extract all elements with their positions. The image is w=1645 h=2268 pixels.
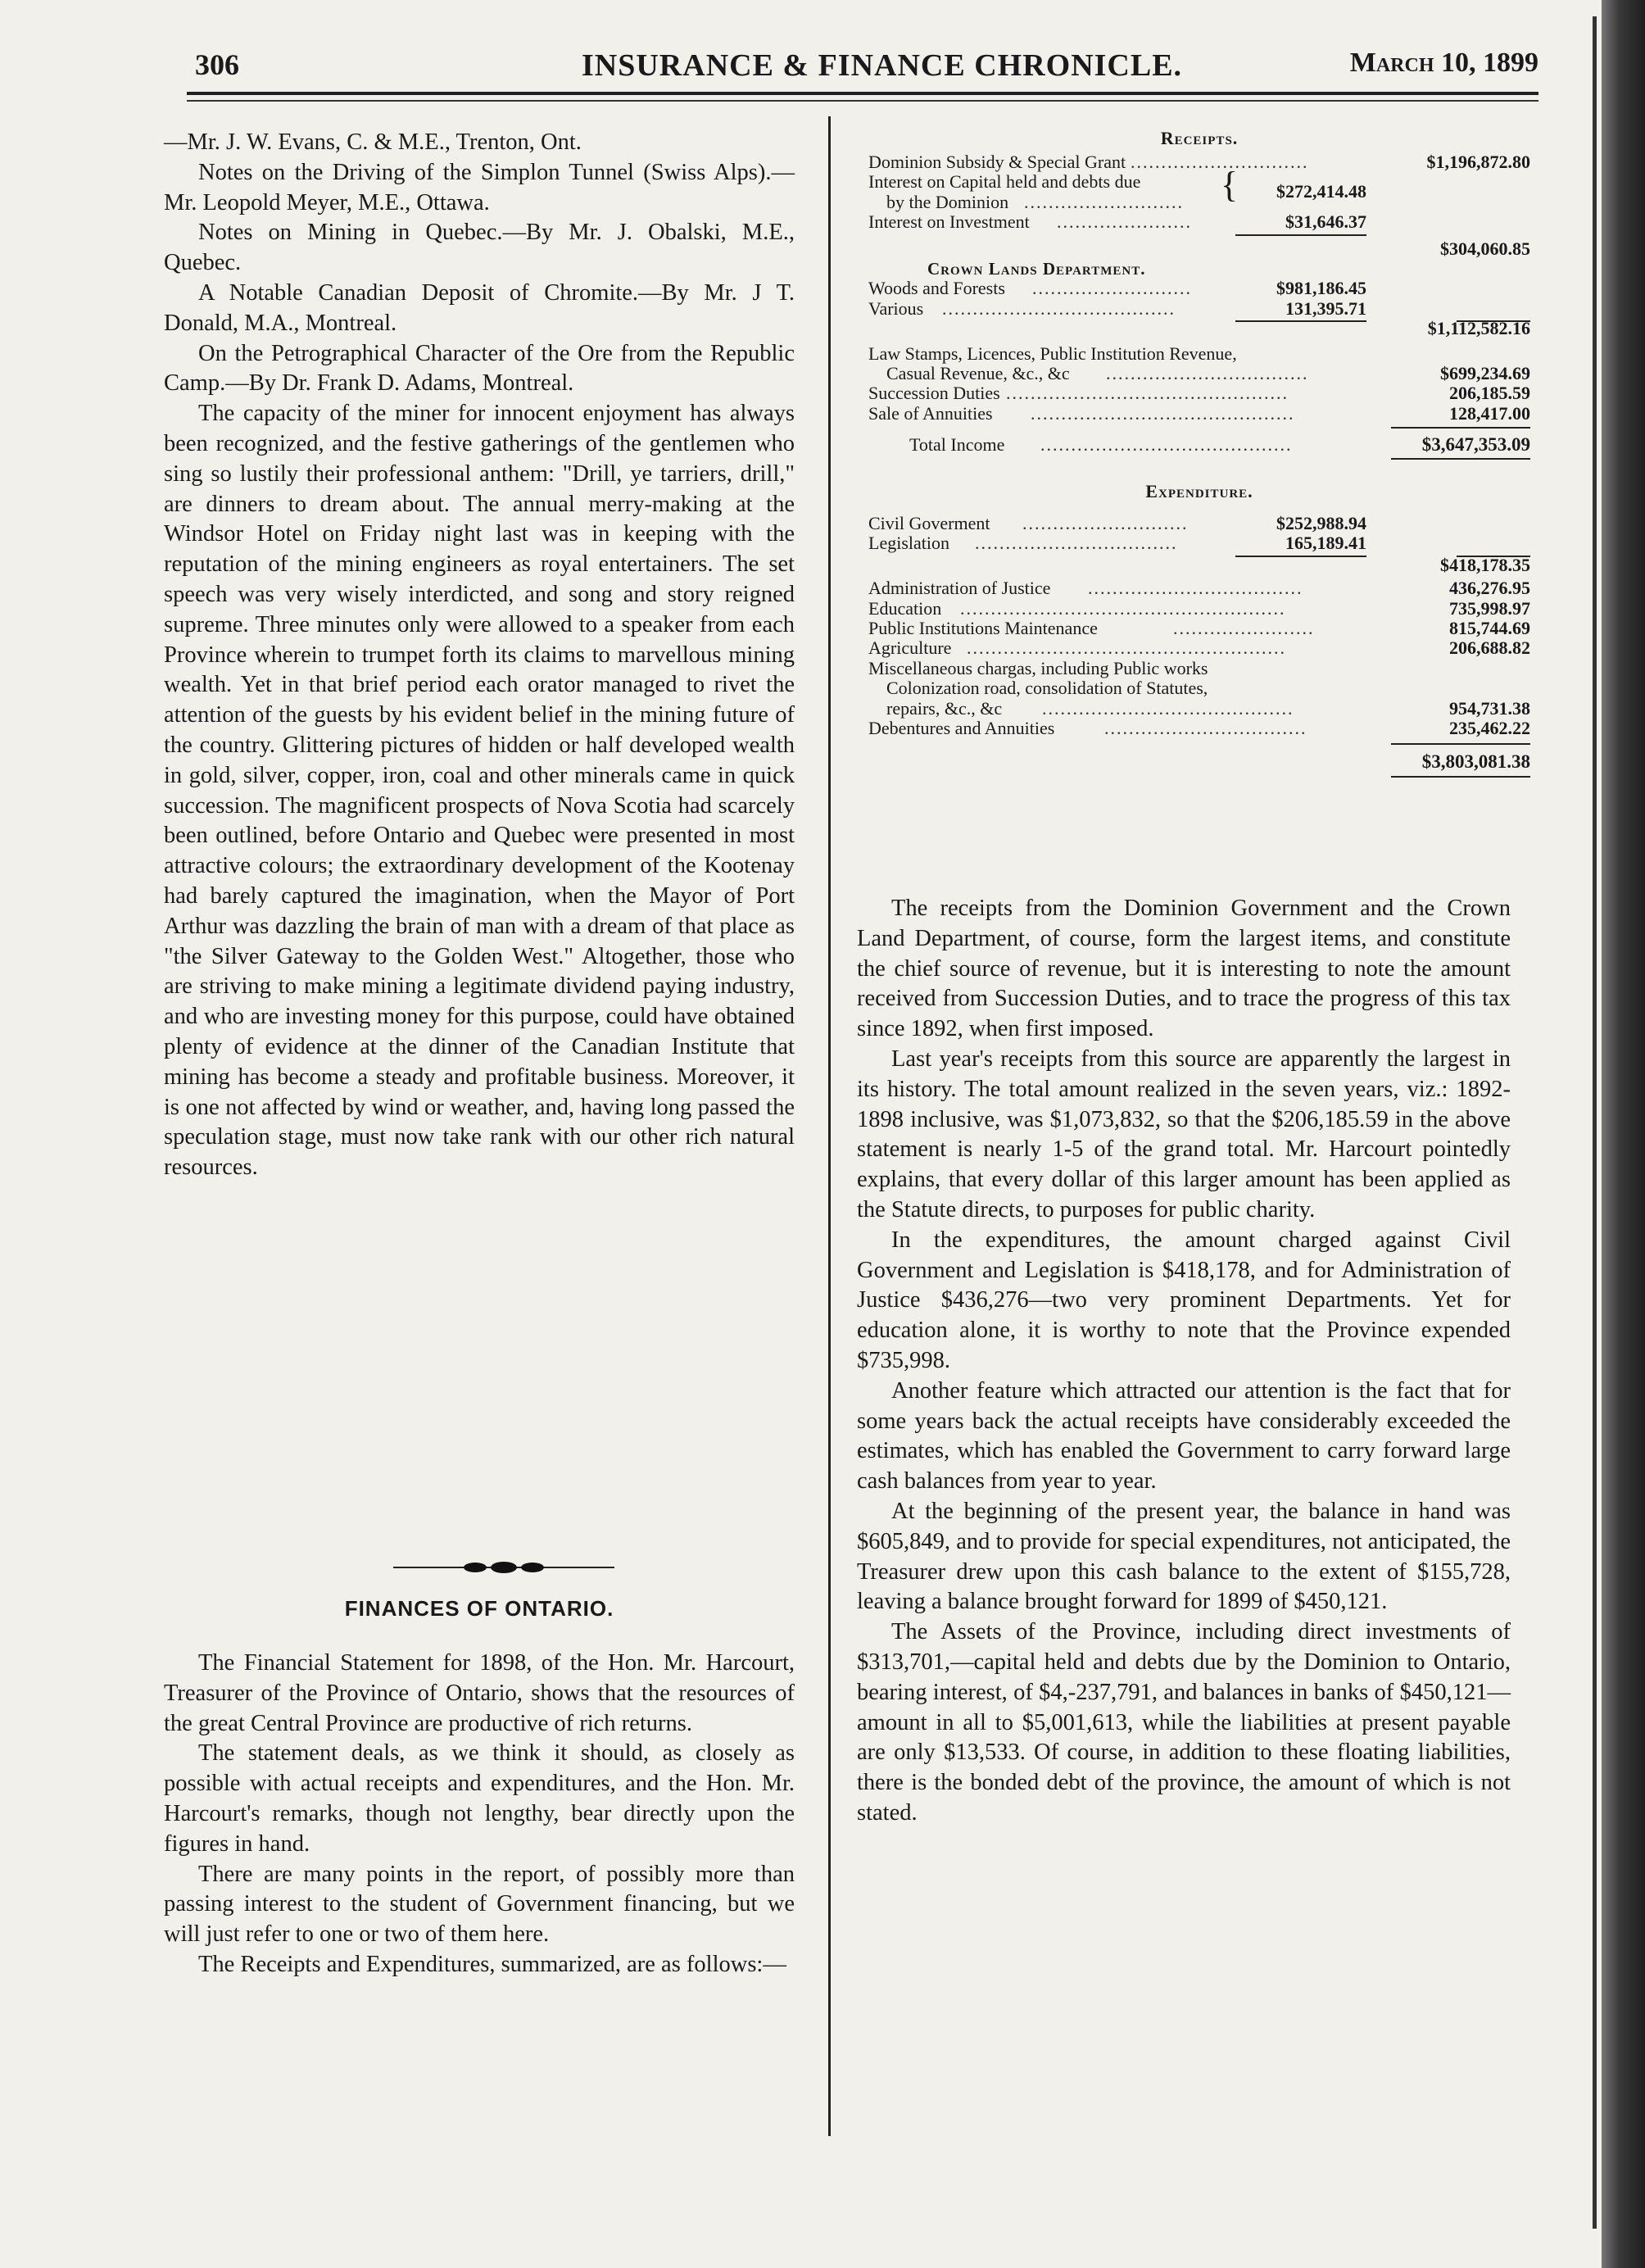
table-row — [868, 404, 1530, 424]
row-label: Dominion Subsidy & Special Grant — [868, 152, 1126, 172]
row-label: Civil Goverment — [868, 513, 990, 534]
paragraph: Notes on Mining in Quebec.—By Mr. J. Obalski, M.E., Quebec. — [164, 220, 795, 276]
row-label: Colonization road, consolidation of Statutes, — [886, 678, 1208, 699]
paragraph: The Financial Statement for 1898, of the Hon. Mr. Harcourt, Treasurer of the Province of Ontario, shows that the resources of the great Central Province are productive of rich returns. — [164, 1650, 795, 1736]
header-rule — [187, 92, 1539, 95]
row-total: 206,185.59 — [1449, 383, 1530, 404]
row-amount: $981,186.45 — [1276, 278, 1366, 299]
table-row — [868, 299, 1530, 319]
row-label: Miscellaneous chargas, including Public works — [868, 657, 1208, 678]
right-column-commentary — [857, 894, 1511, 1829]
table-row — [868, 364, 1530, 383]
receipts-heading: Receipts. — [1160, 128, 1239, 148]
leader-dots: ......................................... — [1042, 698, 1294, 719]
table-row — [868, 678, 1530, 698]
left-column-article — [164, 128, 795, 1183]
paragraph: —Mr. J. W. Evans, C. & M.E., Trenton, Ont. — [164, 129, 582, 155]
leader-dots: ................................. — [975, 533, 1178, 554]
leader-dots: ....................... — [1173, 619, 1315, 639]
leader-dots: ........................... — [1022, 514, 1189, 534]
leader-dots: .......................... — [1032, 279, 1192, 299]
expenditure-heading: Expenditure. — [1145, 481, 1253, 502]
table-row — [868, 279, 1530, 298]
leader-dots: ............................. — [1131, 152, 1309, 172]
row-label: Casual Revenue, &c., &c — [886, 362, 1070, 383]
row-amount: 165,189.41 — [1285, 533, 1366, 554]
leader-dots: .......................... — [1024, 192, 1184, 212]
binding-shadow — [1593, 16, 1597, 2229]
paragraph: There are many points in the report, of possibly more than passing interest to the student of Government financing, but we will just refer to one or two of them here. — [164, 1861, 795, 1948]
table-row — [868, 259, 1530, 279]
header-rule-thin — [187, 100, 1539, 102]
row-total: 954,731.38 — [1449, 697, 1530, 719]
row-label: Interest on Capital held and debts due — [868, 171, 1141, 193]
paragraph: At the beginning of the present year, the balance in hand was $605,849, and to provide for special expenditures, not anticipated, the Treasurer drew upon this cash balance to the extent of $155,728, leaving a balance brought forward for 1899 of $450,121. — [857, 1498, 1511, 1615]
row-total: 235,462.22 — [1449, 717, 1530, 738]
paragraph: In the expenditures, the amount charged against Civil Government and Legislation is $418,178, and for Administration of Justice $436,276—two very prominent Departments. Yet for education alone, it is worthy to note that the Province expended $735,998. — [857, 1227, 1511, 1373]
row-total: 206,688.82 — [1449, 637, 1530, 659]
table-row — [868, 619, 1530, 638]
column-divider — [828, 116, 831, 2136]
leader-dots: ................................. — [1104, 718, 1307, 738]
table-row — [868, 514, 1530, 533]
table-row — [868, 638, 1530, 658]
row-label: Public Institutions Maintenance — [868, 618, 1098, 639]
row-label: Woods and Forests — [868, 278, 1005, 299]
table-row — [868, 599, 1530, 619]
total-rule — [1391, 427, 1530, 429]
page-number: 306 — [195, 48, 239, 81]
table-row — [868, 719, 1530, 738]
section-ornament — [393, 1558, 614, 1577]
row-total: $1,112,582.16 — [1427, 318, 1530, 339]
paragraph: Notes on the Driving of the Simplon Tunnel (Swiss Alps).—Mr. Leopold Meyer, M.E., Ottawa. — [164, 159, 795, 215]
table-row — [868, 239, 1530, 259]
row-label: Sale of Annuities — [868, 402, 993, 424]
leader-dots: ................................... — [1088, 578, 1303, 599]
subtotal-rule — [1235, 320, 1366, 322]
table-row — [868, 344, 1530, 364]
row-label: Debentures and Annuities — [868, 717, 1055, 738]
total-income: $3,647,353.09 — [1421, 434, 1530, 456]
row-label: Total Income — [909, 434, 1005, 456]
row-total: 128,417.00 — [1449, 402, 1530, 424]
row-total: $1,196,872.80 — [1426, 152, 1530, 172]
row-amount: $252,988.94 — [1276, 513, 1366, 534]
table-row — [868, 432, 1530, 458]
table-row — [868, 212, 1530, 232]
row-label: Education — [868, 597, 942, 619]
paragraph: On the Petrographical Character of the Ore from the Republic Camp.—By Dr. Frank D. Adams, Montreal. — [164, 340, 795, 397]
row-label: Legislation — [868, 533, 949, 554]
total-rule — [1391, 743, 1530, 745]
table-row — [868, 578, 1530, 598]
leader-dots: ......................................... — [1040, 434, 1293, 456]
page-header — [195, 48, 1539, 88]
paragraph: The Receipts and Expenditures, summarized, are as follows:— — [198, 1951, 786, 1977]
table-row — [868, 383, 1530, 403]
row-label: repairs, &c., &c — [886, 697, 1003, 719]
row-label: by the Dominion — [886, 191, 1009, 212]
table-row — [868, 193, 1530, 212]
journal-title: INSURANCE & FINANCE CHRONICLE. — [582, 48, 1183, 83]
table-row — [868, 152, 1530, 172]
row-label: Interest on Investment — [868, 211, 1030, 233]
row-total: 815,744.69 — [1449, 618, 1530, 639]
scan-edge — [1602, 0, 1645, 2268]
leader-dots: .............................................. — [1006, 383, 1289, 404]
row-total: $699,234.69 — [1440, 362, 1530, 383]
leader-dots: ...................................... — [942, 298, 1176, 319]
leader-dots: .................................................... — [967, 638, 1286, 659]
financial-statement — [868, 125, 1530, 781]
leader-dots: ........................................... — [1031, 403, 1295, 424]
table-row — [868, 554, 1530, 578]
table-row — [868, 659, 1530, 678]
total-rule — [1391, 776, 1530, 778]
row-total: $418,178.35 — [1440, 554, 1530, 575]
leader-dots: ...................... — [1057, 212, 1192, 233]
row-amount: $31,646.37 — [1285, 211, 1366, 233]
crown-lands-heading: Crown Lands Department. — [927, 258, 1146, 279]
row-label: Agriculture — [868, 637, 952, 659]
brace: { — [1221, 165, 1239, 206]
row-total: $304,060.85 — [1440, 238, 1530, 259]
paragraph: The Assets of the Province, including direct investments of $313,701,—capital held and debts due by the Dominion to Ontario, bearing interest, of $4,-237,791, and balances in banks of $450,121—amount in all to $5,001,613, while the liabilities at present payable are only $13,533. Of course, in addition to these floating liabilities, there is the bonded debt of the province, the amount of which is not stated. — [857, 1619, 1511, 1826]
row-amount: $272,414.48 — [1276, 181, 1366, 202]
total-rule — [1391, 458, 1530, 460]
row-total: 436,276.95 — [1449, 578, 1530, 599]
table-row — [868, 748, 1530, 776]
subtotal-rule — [1235, 234, 1366, 236]
finances-article — [164, 1649, 795, 1980]
issue-date: March 10, 1899 — [1349, 48, 1539, 78]
row-amount: 131,395.71 — [1285, 297, 1366, 319]
paragraph: The statement deals, as we think it should, as closely as possible with actual receipts and expenditures, and the Hon. Mr. Harcourt's remarks, though not lengthy, bear directly upon the figures in hand. — [164, 1740, 795, 1857]
subtotal-rule — [1235, 556, 1366, 557]
paragraph: Last year's receipts from this source are apparently the largest in its history. The total amount realized in the seven years, viz.: 1892-1898 inclusive, was $1,073,832, so that the $206,185.59 in the above statement is nearly 1-5 of the grand total. Mr. Harcourt pointedly explains, that every dollar of this larger amount has been applied as the Statute directs, to purposes for public charity. — [857, 1046, 1511, 1222]
row-label: Law Stamps, Licences, Public Institution Revenue, — [868, 342, 1237, 364]
paragraph: The receipts from the Dominion Government and the Crown Land Department, of course, form the largest items, and constitute the chief source of revenue, but it is interesting to note the amount received from Succession Duties, and to trace the progress of this tax since 1892, when first imposed. — [857, 896, 1511, 1042]
table-row — [868, 699, 1530, 719]
paragraph: Another feature which attracted our attention is the fact that for some years back the actual receipts have considerably exceeded the estimates, which has enabled the Government to carry forward large cash balances from year to year. — [857, 1377, 1511, 1495]
table-row — [868, 318, 1530, 343]
grand-total-expenditure: $3,803,081.38 — [1421, 751, 1530, 773]
table-row — [868, 533, 1530, 553]
section-title: FINANCES OF ONTARIO. — [344, 1596, 614, 1621]
row-total: 735,998.97 — [1449, 597, 1530, 619]
row-label: Administration of Justice — [868, 578, 1051, 599]
leader-dots: ..................................................... — [960, 598, 1286, 619]
paragraph: A Notable Canadian Deposit of Chromite.—By Mr. J T. Donald, M.A., Montreal. — [164, 279, 795, 336]
leader-dots: ................................. — [1106, 363, 1309, 383]
row-label: Succession Duties — [868, 383, 1000, 404]
row-label: Various — [868, 297, 924, 319]
paragraph: The capacity of the miner for innocent enjoyment has always been recognized, and the festive gatherings of the gentlemen who sing so lustily their professional anthem: "Drill, ye tarriers, drill," are dinners to dream about. The annual merry-making at the Windsor Hotel on Friday night last was in keeping with the reputation of the mining engineers as royal entertainers. The set speech was very wisely interdicted, and song and story reigned supreme. Three minutes only were allowed to a speaker from each Province wherein to trumpet forth its claims to marvellous mining wealth. Yet in that brief period each orator managed to rivet the attention of the guests by his evident belief in the mining future of the country. Glittering pictures of hidden or half developed wealth in gold, silver, copper, iron, coal and other minerals came in quick succession. The magnificent prospects of Nova Scotia had scarcely been outlined, before Ontario and Quebec were presented in most attractive colours; the extraordinary development of the Kootenay had barely captured the imagination, when the Mayor of Port Arthur was dazzling the brain of man with a dream of that place as "the Silver Gateway to the Golden West." Altogether, those who are striving to make mining a legitimate dividend paying industry, and who are investing money for this purpose, could have obtained plenty of evidence at the dinner of the Canadian Institute that mining has become a steady and profitable business. Moreover, it is one not affected by wind or weather, and, having long passed the speculation stage, must now take rank with our other rich natural resources. — [164, 401, 795, 1181]
